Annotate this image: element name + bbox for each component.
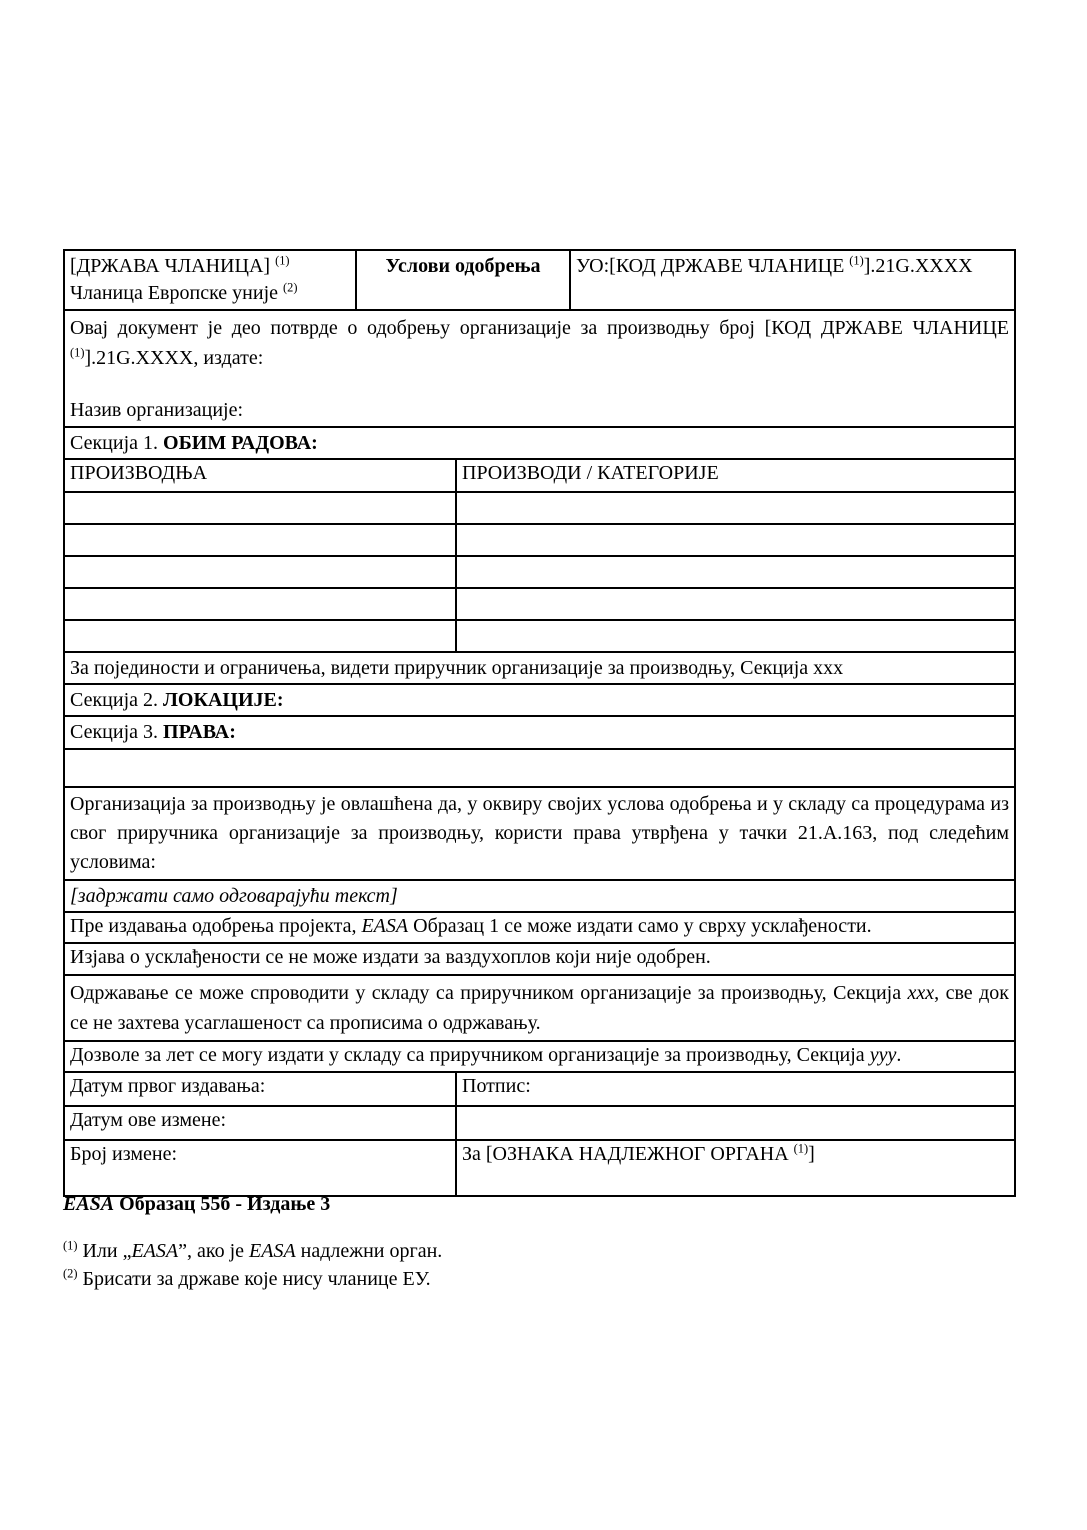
section1-label: Секција 1. ОБИМ РАДОВА: (70, 432, 318, 454)
production-column-header: ПРОИЗВОДЊА (65, 460, 457, 491)
intro-paragraph: Овај документ је део потврде о одобрењу организације за производњу број [КОД ДРЖАВЕ ЧЛАНИЦЕ $^{(1)}$].21G.XXXX, издате: (70, 317, 1009, 369)
scope-production-cell (65, 589, 457, 619)
blank-row (65, 748, 1014, 786)
first-issue-date-row (65, 1071, 1014, 1105)
blank-cell (65, 750, 1014, 786)
details-note-row (65, 651, 1014, 683)
scope-production-cell (65, 557, 457, 587)
condition-text: Дозволе за лет се могу издати у складу са приручником организације за производњу, Секција yyy. (70, 1044, 902, 1066)
revision-date-row (65, 1105, 1014, 1139)
first-issue-date-label: Датум првог издавања: (65, 1073, 457, 1105)
scope-table-header-row (65, 458, 1014, 491)
rights-paragraph-row (65, 786, 1014, 879)
scope-production-cell (65, 525, 457, 555)
approval-terms-form (63, 249, 1016, 1197)
scope-empty-row (65, 619, 1014, 651)
condition-row-3 (65, 974, 1014, 1040)
section2-row (65, 683, 1014, 715)
revision-date-value-cell (457, 1107, 1014, 1139)
approval-reference-cell: УО:[КОД ДРЖАВЕ ЧЛАНИЦЕ $^{(1)}$].21G.XXXX (576, 253, 973, 277)
form-id-line: EASA Образац 55б - Издање 3 (63, 1193, 331, 1215)
keep-text-note: [задржати само одговарајући текст] (70, 885, 398, 907)
section2-label: Секција 2. ЛОКАЦИЈЕ: (70, 689, 284, 711)
condition-row-1 (65, 911, 1014, 942)
footnotes (63, 1237, 442, 1293)
intro-cell (65, 311, 1014, 426)
member-state-cell: [ДРЖАВА ЧЛАНИЦА] $^{(1)}$ Чланица Европске уније $^{(2)}$ (65, 251, 357, 309)
revision-number-row (65, 1139, 1014, 1195)
scope-empty-row (65, 555, 1014, 587)
scope-products-cell (457, 525, 1014, 555)
condition-text: Пре издавања одобрења пројекта, EASA Образац 1 се може издати само у сврху усклађености. (70, 915, 872, 937)
details-note: За појединости и ограничења, видети приручник организације за производњу, Секција xxx (70, 657, 844, 679)
scope-empty-row (65, 491, 1014, 523)
revision-date-label: Датум ове измене: (65, 1107, 457, 1139)
section3-row (65, 715, 1014, 748)
signature-label: Потпис: (462, 1075, 531, 1097)
revision-number-label: Број измене: (65, 1141, 457, 1195)
scope-empty-row (65, 587, 1014, 619)
intro-row (65, 309, 1014, 426)
scope-production-cell (65, 621, 457, 651)
authority-signature-cell: За [ОЗНАКА НАДЛЕЖНОГ ОРГАНА $^{(1)}$] (462, 1141, 815, 1165)
document-title-cell: Услови одобрења (357, 251, 571, 309)
scope-production-cell (65, 493, 457, 523)
condition-row-4 (65, 1040, 1014, 1071)
scope-products-cell (457, 557, 1014, 587)
condition-text: Одржавање се може спроводити у складу са приручником организације за производњу, Секција xxx, све док се не захтева усаглашеност са прописима о одржавању. (70, 982, 1009, 1034)
scope-products-cell (457, 589, 1014, 619)
rights-paragraph: Организација за производњу је овлашћена да, у оквиру својих услова одобрења и у складу са процедурама из свог приручника организације за производњу, користи права утврђена у тачки 21.А.163, под следећим условима: (70, 793, 1009, 873)
section1-row (65, 426, 1014, 458)
condition-text: Изјава о усклађености се не може издати за ваздухоплов који није одобрен. (70, 946, 711, 968)
header-row (65, 251, 1014, 309)
scope-products-cell (457, 621, 1014, 651)
footnote-1: $^{(1)}$ Или „EASA”, ако је EASA надлежни орган. (63, 1238, 443, 1262)
organisation-name-label: Назив организације: (70, 399, 244, 421)
scope-products-cell (457, 493, 1014, 523)
products-categories-column-header: ПРОИЗВОДИ / КАТЕГОРИЈЕ (462, 462, 719, 484)
footnote-2: $^{(2)}$ Брисати за државе које нису чланице ЕУ. (63, 1266, 431, 1290)
condition-row-2 (65, 942, 1014, 974)
section3-label: Секција 3. ПРАВА: (70, 721, 236, 743)
keep-text-note-row (65, 879, 1014, 911)
scope-empty-row (65, 523, 1014, 555)
